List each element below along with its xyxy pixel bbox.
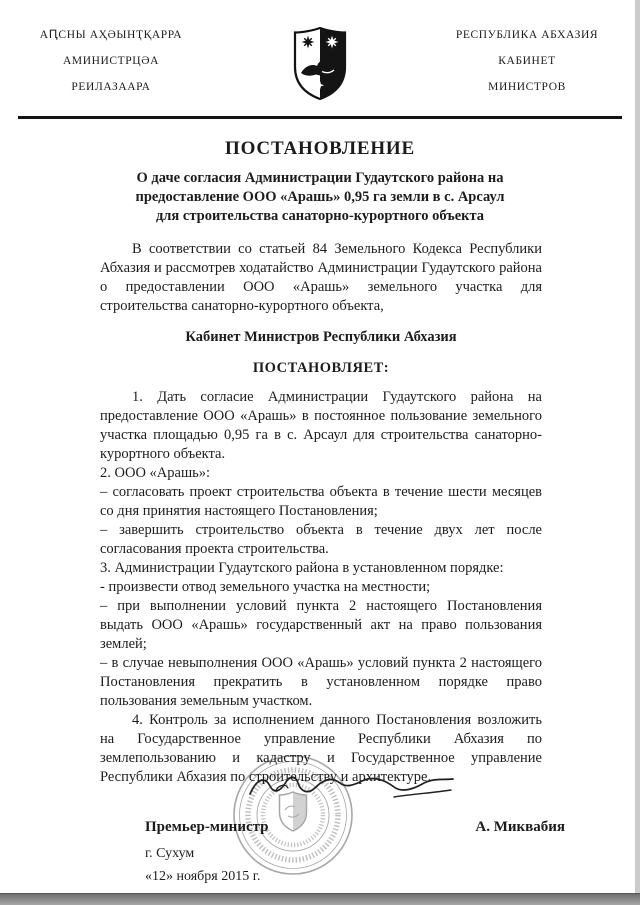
subject-line: для строительства санаторно-курортного объекта (155, 208, 485, 224)
footer-date: «12» ноября 2015 г. (145, 869, 261, 884)
letterhead-line: РЕСПУБЛИКА АБХАЗИЯ (455, 29, 599, 41)
letterhead-abkhaz-block (26, 22, 196, 100)
document-subject (0, 169, 640, 226)
decree-item-3-sub-2: – при выполнении условий пункта 2 настоящего Постановления выдать ООО «Арашь» государственный акт на право пользования землей; (100, 598, 542, 652)
letterhead-divider (18, 116, 622, 119)
document-title: ПОСТАНОВЛЕНИЕ (225, 138, 415, 159)
scan-edge-bottom (0, 893, 640, 905)
decree-item-3-sub-1: - произвести отвод земельного участка на местности; (100, 579, 431, 595)
signature-row (0, 819, 640, 836)
letterhead-russian-block (438, 22, 616, 100)
letterhead-line: МИНИСТРОВ (488, 81, 566, 93)
subject-line: О даче согласия Администрации Гудаутского района на (136, 170, 504, 186)
decree-item-2-sub-1: – согласовать проект строительства объекта в течение шести месяцев со дня принятия настоящего Постановления; (100, 484, 542, 519)
decree-item-2-sub-2: – завершить строительство объекта в течение двух лет после согласования проекта строительства. (100, 522, 542, 557)
document-body (0, 240, 640, 787)
resolution-heading: ПОСТАНОВЛЯЕТ: (252, 360, 390, 376)
decree-item-2: 2. ООО «Арашь»: (100, 465, 211, 481)
scan-edge-right (635, 0, 640, 905)
authority-line: Кабинет Министров Республики Абхазия (185, 329, 457, 345)
letterhead-line: АМИНИСТРЦӘА (62, 55, 160, 67)
letterhead-line: КАБИНЕТ (498, 55, 556, 67)
signatory-title: Премьер-министр (145, 819, 269, 835)
letterhead-line: АԤСНЫ АҲӘЫНҬҚАРРА (39, 29, 183, 41)
signatory-name: А. Миквабия (475, 819, 565, 835)
decree-item-3: 3. Администрации Гудаутского района в установленном порядке: (100, 560, 504, 576)
decree-item-1: 1. Дать согласие Администрации Гудаутского района на предоставление ООО «Арашь» в постоянное пользование земельного участка площадью 0,95 га в с. Арсаул для строительства санаторно-курортного объекта. (100, 389, 542, 462)
abkhazia-coat-of-arms-icon (292, 26, 348, 102)
subject-line: предоставление ООО «Арашь» 0,95 га земли в с. Арсаул (135, 189, 505, 205)
decree-items (100, 388, 542, 787)
intro-paragraph: В соответствии со статьей 84 Земельного Кодекса Республики Абхазия и рассмотрев ходатайство Администрации Гудаутского района о предоставлении ООО «Арашь» земельного участка для строительства санаторно-курортного объекта, (100, 241, 542, 314)
decree-item-4: 4. Контроль за исполнением данного Постановления возложить на Государственное управление Республики Абхазия по землепользованию и кадастру и Государственное управление Республики Абхазия по строительству и архитектуре. (100, 712, 542, 785)
decree-item-3-sub-3: – в случае невыполнения ООО «Арашь» условий пункта 2 настоящего Постановления прекратить в установленном порядке право пользования земельным участком. (100, 655, 542, 709)
letterhead (0, 0, 640, 116)
letterhead-line: РЕИЛАЗААРА (71, 81, 151, 93)
footer-place: г. Сухум (145, 846, 195, 861)
